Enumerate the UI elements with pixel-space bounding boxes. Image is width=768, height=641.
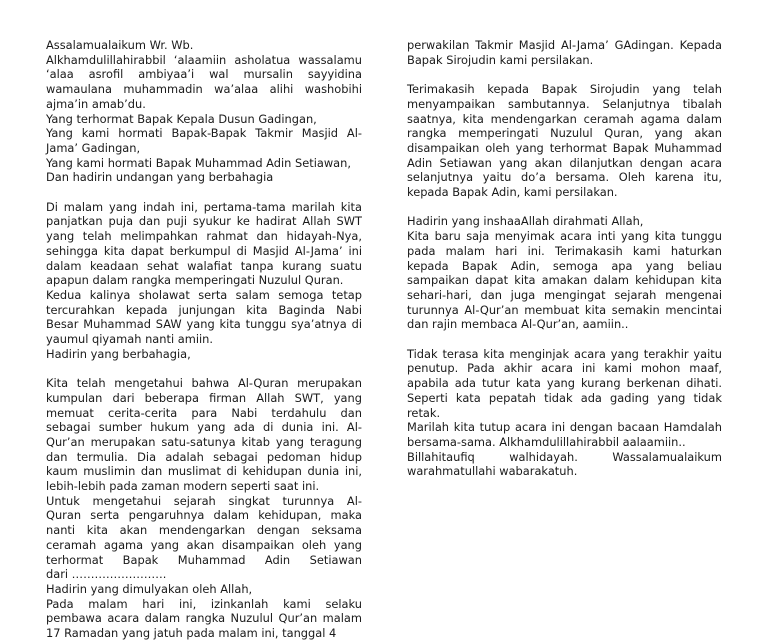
text-line: memuat cerita-cerita para Nabi terdahulu dan (46, 405, 362, 420)
text-line: disampaikan oleh yang terhormat Bapak Muhammad (407, 140, 722, 155)
text-line: pada malam hari ini. Terimakasih kami haturkan (407, 243, 722, 258)
paragraph-gap (407, 200, 722, 215)
text-line: dan termulia. Dia adalah sebagai pedoman hidup (46, 449, 362, 464)
text-line: Besar Muhammad SAW yang kita tunggu sya’atnya di (46, 317, 362, 332)
text-line: Yang kami hormati Bapak Muhammad Adin Setiawan, (46, 155, 351, 170)
paragraph (46, 494, 362, 582)
text-line: warahmatullahi wabarakatuh. (407, 464, 578, 479)
text-line: saatnya, kita mendengarkan ceramah agama dalam (407, 111, 722, 126)
paragraph (46, 38, 362, 53)
text-line: Kita telah mengetahui bahwa Al-Quran merupakan (46, 376, 362, 391)
paragraph (46, 582, 362, 597)
text-line: sampaikan dapat kita amakan dalam kehidupan kita (407, 273, 722, 288)
paragraph (46, 156, 362, 171)
text-line: ajma’in amab’du. (46, 96, 146, 111)
text-line: panjatkan puja dan puji syukur ke hadirat Allah SWT (46, 214, 362, 229)
text-line: apabila ada tutur kata yang kurang berkenan dihati. (407, 376, 722, 391)
text-line: Kita baru saja menyimak acara inti yang kita tunggu (407, 229, 722, 244)
text-line: 17 Ramadan yang jatuh pada malam ini, tanggal 4 (46, 626, 337, 641)
paragraph (407, 450, 722, 479)
paragraph (46, 288, 362, 347)
text-line: yang telah melimpahkan rahmat dan hidayah-Nya, (46, 229, 362, 244)
text-line: pembawa acara dalam rangka Nuzulul Qur’an malam (46, 611, 362, 626)
text-line: dan rajin membaca Al-Qur’an, aamiin.. (407, 317, 629, 332)
text-line: ceramah agama yang akan disampaikan oleh yang (46, 537, 362, 552)
text-line: kepada Bapak Adin, kami persilakan. (407, 185, 618, 200)
text-line: Yang terhormat Bapak Kepala Dusun Gadingan, (46, 111, 317, 126)
text-line: tercurahkan kepada junjungan kita Baginda Nabi (46, 302, 362, 317)
paragraph (46, 376, 362, 494)
paragraph (46, 200, 362, 288)
text-line: rangka memperingati Nuzulul Quran, yang akan (407, 126, 722, 141)
text-line: Hadirin yang inshaaAllah dirahmati Allah, (407, 214, 644, 229)
text-line: perwakilan Takmir Masjid Al-Jama’ GAdingan. Kepada (407, 38, 722, 52)
text-line: ‘alaa asrofil ambiyaa’i wal mursalin sayyidina (46, 67, 362, 82)
text-line: Qur’an merupakan satu-satunya kitab yang teragung (46, 434, 362, 449)
text-line: dari ……………………. (46, 567, 167, 582)
text-line: Tidak terasa kita menginjak acara yang terakhir yaitu (407, 346, 722, 361)
text-line: Terimakasih kepada Bapak Sirojudin yang telah (407, 82, 722, 97)
text-line: dalam keadaan sehat walafiat tanpa kurang suatu (46, 258, 362, 273)
text-line: Adin Setiawan yang akan dilanjutkan dengan acara (407, 155, 722, 170)
text-line: Bapak Sirojudin kami persilakan. (407, 52, 594, 67)
left-column (46, 38, 362, 641)
text-line: menyampaikan sambutannya. Selanjutnya tibalah (407, 96, 722, 111)
paragraph (407, 214, 722, 229)
text-line: Hadirin yang berbahagia, (46, 346, 191, 361)
text-line: turunnya Al-Qur’an membuat kita semakin mencintai (407, 302, 722, 317)
paragraph (46, 126, 362, 155)
paragraph (46, 53, 362, 112)
text-line: Seperti kata pepatah tidak ada gading yang tidak (407, 390, 722, 405)
text-line: terhormat Bapak Muhammad Adin Setiawan (46, 552, 362, 567)
paragraph-gap (46, 361, 362, 376)
text-line: yaumul qiyamah nanti amiin. (46, 332, 213, 347)
paragraph-gap (407, 332, 722, 347)
text-line: penutup. Pada akhir acara ini kami mohon maaf, (407, 361, 722, 376)
right-column (407, 38, 722, 479)
paragraph-gap (407, 67, 722, 82)
text-line: apapun dalam rangka memperingati Nuzulul Quran. (46, 273, 344, 288)
text-line: Yang kami hormati Bapak-Bapak Takmir Masjid Al- (46, 126, 362, 141)
text-line: Quran serta pengaruhnya dalam kehidupan, maka (46, 508, 362, 523)
paragraph (46, 597, 362, 641)
text-line: Assalamualaikum Wr. Wb. (46, 38, 194, 52)
paragraph (407, 82, 722, 200)
text-line: Di malam yang indah ini, pertama-tama marilah kita (46, 199, 362, 214)
text-line: sebagai sumber hukum yang ada di dunia ini. Al- (46, 420, 362, 435)
text-line: Pada malam hari ini, izinkanlah kami selaku (46, 596, 362, 611)
text-line: nanti kita akan mendengarkan dengan seksama (46, 523, 362, 538)
paragraph (46, 347, 362, 362)
text-line: Alkhamdulillahirabbil ‘alaamiin asholatua wassalamu (46, 52, 362, 67)
text-line: selanjutnya yaitu do’a bersama. Oleh karena itu, (407, 170, 722, 185)
paragraph (407, 420, 722, 449)
paragraph (46, 112, 362, 127)
text-line: kepada Bapak Adin, semoga apa yang beliau (407, 258, 722, 273)
text-line: bersama-sama. Alkhamdulillahirabbil aalaamiin.. (407, 434, 686, 449)
paragraph (407, 347, 722, 421)
text-line: Kedua kalinya sholawat serta salam semoga tetap (46, 287, 362, 302)
text-line: lebih-lebih pada zaman modern seperti saat ini. (46, 479, 320, 494)
text-line: Hadirin yang dimulyakan oleh Allah, (46, 581, 253, 596)
text-line: Marilah kita tutup acara ini dengan bacaan Hamdalah (407, 420, 722, 435)
paragraph (407, 38, 722, 67)
text-line: kumpulan dari beberapa firman Allah SWT, yang (46, 390, 362, 405)
paragraph-gap (46, 185, 362, 200)
text-line: Billahitaufiq walhidayah. Wassalamualaikum (407, 449, 722, 464)
text-line: sehingga kita dapat berkumpul di Masjid Al-Jama’ ini (46, 243, 362, 258)
text-line: wamaulana muhammadin wa’alaa alihi washobihi (46, 82, 362, 97)
text-line: retak. (407, 405, 441, 420)
paragraph (407, 229, 722, 332)
text-line: Untuk mengetahui sejarah singkat turunnya Al- (46, 493, 362, 508)
paragraph (46, 170, 362, 185)
text-line: Jama’ Gadingan, (46, 140, 141, 155)
text-line: sehari-hari, dan juga mengingat sejarah mengenai (407, 287, 722, 302)
text-line: Dan hadirin undangan yang berbahagia (46, 170, 274, 185)
text-line: kaum muslimin dan muslimat di kehidupan dunia ini, (46, 464, 362, 479)
